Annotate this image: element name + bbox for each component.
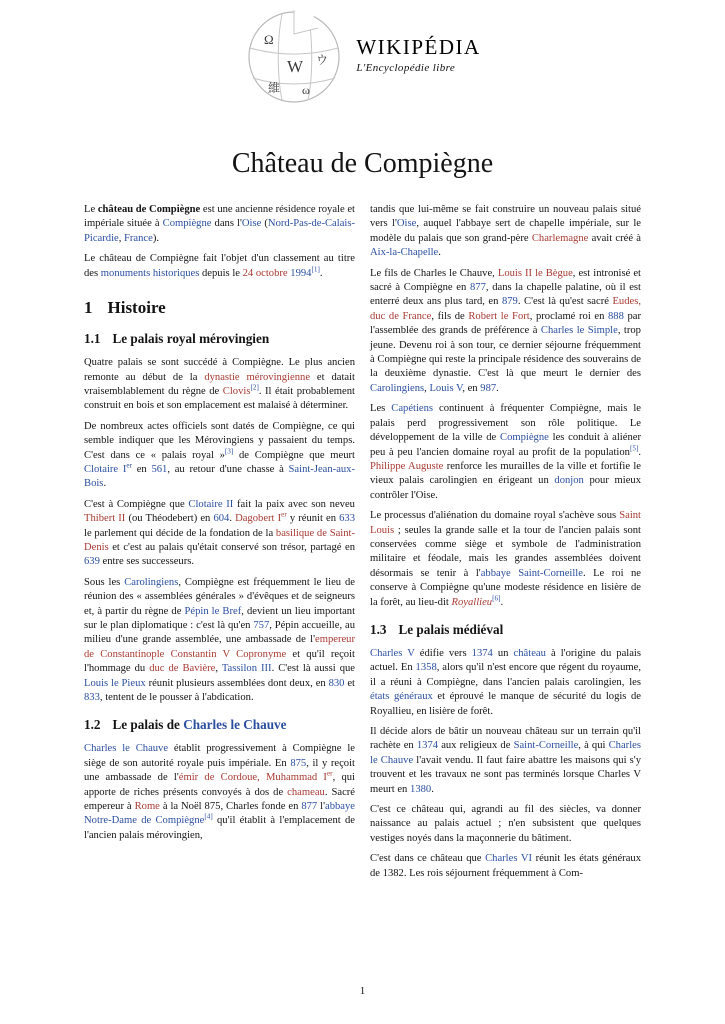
text-run: ( xyxy=(261,218,268,230)
wiki-link[interactable]: 561 xyxy=(151,463,168,475)
text-run: . xyxy=(103,478,107,490)
wiki-link[interactable]: Louis II le Bègue xyxy=(497,267,573,279)
footnote-ref-link[interactable]: [5] xyxy=(629,443,639,452)
text-run: , devient un lieu important sur le plan diplomatique : c'est là qu'en xyxy=(84,605,356,631)
text-run: ; seules la grande salle et la tour de l'ancien palais sont conservées comme siège et symbole de l'administration militaire et féodale, mais les grandes assemblées doivent désormais se tenir à l' xyxy=(370,524,641,579)
text-run: . xyxy=(229,513,236,525)
wiki-link[interactable]: Saint-Corneille xyxy=(513,740,579,752)
text-run: . C'est là aussi que xyxy=(271,663,355,675)
text-run: un xyxy=(492,647,514,659)
wikipedia-tagline: L'Encyclopédie libre xyxy=(356,61,456,74)
footnote-ref-link[interactable]: [6] xyxy=(492,594,501,603)
text-run: De nombreux actes officiels sont datés de Compiègne, ce qui semble indiquer que les Mérovingiens y passaient du temps. C'est dans ce « palais royal » xyxy=(84,420,355,461)
wiki-link[interactable]: Eudes, duc de France xyxy=(370,296,641,322)
wiki-link[interactable]: château xyxy=(513,647,546,659)
wiki-link[interactable]: abbaye Saint-Corneille xyxy=(480,567,583,579)
text-run: les conduit à aliéner peu à peu l'ancien domaine royal au profit de la population xyxy=(370,432,641,458)
wiki-link[interactable]: 1374 xyxy=(471,647,493,659)
wiki-link[interactable]: Robert le Fort xyxy=(468,310,530,322)
wiki-link[interactable]: Oise xyxy=(241,218,262,230)
text-run: , tentent de le pousser à l'abdication. xyxy=(99,692,254,704)
text-run: à la Noël 875, Charles fonde en xyxy=(159,801,302,813)
text-run: , alors qu'il n'est encore que régent du royaume, il a réuni à Compiègne, dans l'ancien palais carolingien, les xyxy=(370,662,641,688)
wiki-link[interactable]: 875 xyxy=(290,757,307,769)
wiki-link[interactable]: Tassilon III xyxy=(221,663,272,675)
text-run: entre ses successeurs. xyxy=(99,556,195,568)
wiki-link[interactable]: er xyxy=(126,461,132,470)
wiki-link[interactable]: Thibert II xyxy=(84,513,126,525)
text-run: . xyxy=(431,783,434,795)
paragraph xyxy=(84,356,355,414)
wiki-link[interactable]: er xyxy=(281,510,287,519)
text-run: tandis que lui-même se fait construire un nouveau palais situé vers l' xyxy=(370,204,641,230)
text-run: et xyxy=(344,677,355,689)
paragraph xyxy=(370,647,641,719)
text-run: . xyxy=(500,596,504,608)
text-run: , est intronisé et sacré à Compiègne en xyxy=(370,267,641,294)
wiki-link[interactable]: Charles le Chauve xyxy=(183,717,287,733)
text-run: . Sacré empereur à xyxy=(84,786,355,813)
wiki-link[interactable]: 639 xyxy=(84,556,100,568)
text-run: et éprouvé le manque de sécurité du logis de Royallieu, en lisière de forêt. xyxy=(370,691,641,717)
text-run: Le château de Compiègne fait l'objet d'un classement au titre des xyxy=(84,253,355,279)
wiki-link[interactable]: 879 xyxy=(501,296,518,308)
text-run: , fils de xyxy=(431,310,469,322)
wiki-link[interactable]: basilique de Saint-Denis xyxy=(84,527,355,553)
text-run: avait créé à xyxy=(588,232,642,244)
text-run: aux religieux de xyxy=(438,740,514,752)
text-run: depuis le xyxy=(199,267,243,279)
text-run: , auquel l'abbaye sert de chapelle impériale, sur le modèle du palais que son grand-père xyxy=(370,218,642,244)
wiki-link[interactable]: 987 xyxy=(480,382,497,394)
section-number: 1.2 xyxy=(84,717,101,733)
wiki-link[interactable]: 877 xyxy=(301,801,318,813)
paragraph xyxy=(370,509,641,610)
text-run: Histoire xyxy=(107,298,166,318)
paragraph xyxy=(370,267,641,397)
wiki-link[interactable]: 1994 xyxy=(290,267,312,279)
page-number: 1 xyxy=(359,985,366,997)
text-run: l' xyxy=(317,801,325,813)
wiki-link[interactable]: dynastie mérovingienne xyxy=(204,371,311,383)
paragraph xyxy=(84,576,355,706)
text-run: y réunit en xyxy=(286,513,340,525)
text-run: , proclamé roi en xyxy=(529,310,608,322)
text-run: pour mieux contrôler l'Oise. xyxy=(370,475,641,501)
wikipedia-wordmark: WIKIPÉDIA xyxy=(356,35,481,60)
wiki-link[interactable]: 833 xyxy=(84,692,100,704)
wiki-link[interactable]: Charles V xyxy=(370,647,415,659)
wiki-link[interactable]: Charles le Chauve xyxy=(370,740,641,766)
wiki-link[interactable]: Carolingiens xyxy=(370,382,425,394)
wiki-link[interactable]: Charlemagne xyxy=(531,232,589,244)
paragraph xyxy=(84,203,355,246)
wiki-link[interactable]: émir de Cordoue, Muhammad I xyxy=(178,772,327,784)
text-run: . xyxy=(319,267,323,279)
text-run: . C'est là qu'est sacré xyxy=(517,296,613,308)
text-run: , dans la chapelle palatine, où il est enterré deux ans plus tard, en xyxy=(370,282,641,308)
wiki-link[interactable]: 1380 xyxy=(410,783,432,795)
paragraph xyxy=(370,852,641,881)
wiki-link[interactable]: Aix-la-Chapelle xyxy=(370,247,439,259)
wikipedia-logo xyxy=(0,4,725,106)
wiki-link[interactable]: France xyxy=(124,232,153,244)
text-run: , Compiègne est fréquemment le lieu de réunion des « assemblées générales » d'évêques et de seigneurs et, à partir du règne de xyxy=(84,576,355,617)
wiki-link[interactable]: Clotaire I xyxy=(84,463,127,475)
wiki-link[interactable]: monuments historiques xyxy=(100,267,200,279)
wiki-link[interactable]: Carolingiens xyxy=(124,576,179,588)
section-heading xyxy=(84,330,355,348)
text-run: réunit les états généraux de 1382. Les rois séjournent fréquemment à Com- xyxy=(370,853,642,879)
text-run: Les xyxy=(370,403,392,415)
globe-glyph: Ω xyxy=(264,32,275,47)
globe-glyph: ウ xyxy=(316,53,329,67)
text-run: et qu'il reçoit l'hommage du xyxy=(84,648,355,675)
left-column xyxy=(84,203,355,887)
wiki-link[interactable]: Compiègne xyxy=(500,432,549,444)
text-run: C'est ce château qui, agrandi au fil des siècles, va donner naissance au palais actuel ; n'en subsistent que quelques vestiges noyés dans la maçonnerie du bâtiment. xyxy=(370,803,641,844)
footnote-ref-link[interactable]: [4] xyxy=(204,812,213,821)
wiki-link[interactable]: 877 xyxy=(469,282,486,294)
wiki-link[interactable]: Charles le Simple xyxy=(540,325,618,337)
text-run: réunit plusieurs assemblées dont deux, en xyxy=(145,677,329,689)
wiki-link[interactable]: abbaye Notre-Dame de Compiègne xyxy=(84,801,355,827)
globe-glyph: W xyxy=(287,57,304,76)
text-run: , trop jeune. Devenu roi à son tour, ce dernier séjourne fréquemment à Compiègne qui reste la principale résidence des souverains de la deuxième dynastie. C'est là que meurt le dernier des xyxy=(370,325,641,380)
text-run: , en xyxy=(462,382,481,394)
text-run: et c'est au palais qu'était conservé son trésor, partagé en xyxy=(108,541,355,553)
wiki-link[interactable]: Saint-Jean-aux-Bois xyxy=(84,463,356,490)
text-run: , xyxy=(424,382,430,394)
wiki-link[interactable]: 604 xyxy=(213,513,230,525)
paragraph xyxy=(370,402,641,503)
wiki-link[interactable]: donjon xyxy=(554,475,584,487)
text-run: . xyxy=(638,446,641,458)
text-run: à l'origine du palais actuel. En xyxy=(370,647,642,674)
wiki-link[interactable]: chameau xyxy=(287,786,325,798)
wiki-link[interactable]: 24 octobre xyxy=(242,267,288,279)
text-run: continuent à fréquenter Compiègne, mais le palais perd progressivement son rôle politique. Le développement de la ville de xyxy=(370,403,641,444)
text-run: C'est dans ce château que xyxy=(370,853,486,865)
right-column xyxy=(370,203,641,887)
paragraph xyxy=(84,420,355,492)
wiki-link[interactable]: 830 xyxy=(328,677,345,689)
text-run: qu'il établit à l'emplacement de l'ancien palais mérovingien, xyxy=(84,815,355,841)
paragraph xyxy=(84,252,355,281)
globe-glyph: ω xyxy=(302,83,311,97)
paragraph xyxy=(370,203,641,261)
wiki-link[interactable]: Charles VI xyxy=(485,853,532,865)
wiki-link[interactable]: 888 xyxy=(607,310,624,322)
wiki-link[interactable]: Charles le Chauve xyxy=(84,743,169,755)
text-run: Il décide alors de bâtir un nouveau château sur un terrain qu'il rachète en xyxy=(370,725,641,752)
text-run: renforce les murailles de la ville et fortifie le vieux palais carolingien en érigeant un xyxy=(370,460,642,487)
text-run: . Il était probablement construit en bois et son emplacement est malaisé à déterminer. xyxy=(84,385,355,412)
wiki-link[interactable]: Royallieu xyxy=(451,596,493,608)
text-run: . Le roi ne conserve à Compiègne qu'une modeste résidence en lisière de la forêt, au lieu-dit xyxy=(370,567,641,608)
text-run: Le palais royal mérovingien xyxy=(112,331,270,347)
text-run: , qui apporte de riches présents convoyés à dos de xyxy=(84,772,355,798)
wiki-link[interactable]: Dagobert I xyxy=(235,513,282,525)
text-run: Le fils de Charles le Chauve, xyxy=(370,267,498,279)
text-run: dans l' xyxy=(211,218,242,230)
wiki-link[interactable]: Nord-Pas-de-Calais-Picardie xyxy=(84,218,355,244)
text-run: Le palais de xyxy=(112,717,184,733)
section-number: 1 xyxy=(84,298,93,318)
text-run: est une ancienne résidence royale et impériale située à xyxy=(84,204,355,230)
text-run: , xyxy=(118,232,125,244)
wiki-link[interactable]: Clotaire II xyxy=(188,498,234,510)
wiki-link[interactable]: Louis le Pieux xyxy=(84,677,146,689)
text-run: par l'assemblée des grands de préférence à xyxy=(370,310,642,337)
section-heading xyxy=(84,716,355,734)
text-run: , au retour d'une chasse à xyxy=(167,463,289,475)
wiki-link[interactable]: 1374 xyxy=(416,740,439,752)
text-run: Le processus d'aliénation du domaine royal s'achève sous xyxy=(370,510,620,522)
text-run: l'avait vendu. Il faut faire abattre les maisons qui s'y trouvent et les travaux ne sont pas terminés lorsque Charles V meurt en xyxy=(370,754,642,795)
wiki-link[interactable]: Compiègne xyxy=(162,218,212,230)
text-run: . xyxy=(496,382,499,394)
wikipedia-globe-icon xyxy=(244,4,344,106)
wiki-link[interactable]: états généraux xyxy=(370,691,433,703)
text-run: Le xyxy=(84,204,98,215)
footnote-ref-link[interactable]: [2] xyxy=(250,383,259,392)
text-run: , Pépin accueille, au milieu d'une grande assemblée, une ambassade de l' xyxy=(84,620,355,646)
text-run: . xyxy=(438,247,441,259)
text-run: , à qui xyxy=(578,740,609,752)
wiki-link[interactable]: 1358 xyxy=(415,662,437,674)
globe-glyph: 維 xyxy=(268,81,281,95)
text-run: en xyxy=(131,463,152,475)
section-number: 1.1 xyxy=(84,331,101,347)
text-run: Sous les xyxy=(84,576,125,588)
wiki-link[interactable]: Philippe Auguste xyxy=(370,460,444,472)
section-number: 1.3 xyxy=(370,621,387,637)
wiki-link[interactable]: Saint Louis xyxy=(370,510,641,536)
article-body xyxy=(84,203,641,887)
text-run: Quatre palais se sont succédé à Compiègne. Le plus ancien remonte au début de la xyxy=(84,357,355,383)
section-heading xyxy=(84,296,355,319)
wiki-link[interactable]: Capétiens xyxy=(391,403,434,415)
paragraph xyxy=(84,498,355,570)
wiki-link[interactable]: duc de Bavière xyxy=(149,663,216,675)
wiki-link[interactable]: 757 xyxy=(253,620,270,631)
paragraph xyxy=(370,803,641,846)
paragraph xyxy=(370,725,641,797)
text-run: C'est à Compiègne que xyxy=(84,498,189,510)
wiki-link[interactable]: Constantin V Copronyme xyxy=(170,648,287,660)
section-heading xyxy=(370,621,641,639)
text-run: , xyxy=(215,663,222,675)
text-run: château de Compiègne xyxy=(97,204,201,215)
wiki-link[interactable]: Clovis xyxy=(222,385,251,397)
footnote-ref-link[interactable]: [1] xyxy=(311,265,320,274)
paragraph xyxy=(84,742,355,843)
text-run: édifie vers xyxy=(414,647,472,659)
text-run: et datait vraisemblablement du règne de xyxy=(84,371,355,397)
wiki-link[interactable]: er xyxy=(326,769,333,778)
wiki-link[interactable]: Louis V xyxy=(429,382,463,394)
text-run: de Compiègne que meurt xyxy=(233,449,355,461)
wikipedia-wordmark-block xyxy=(356,36,480,73)
text-run: ). xyxy=(152,232,160,244)
wiki-link[interactable]: empereur de Constantinople xyxy=(84,634,355,660)
wiki-link[interactable]: Rome xyxy=(134,801,160,813)
text-run: le parlement qui décide de la fondation de la xyxy=(84,527,276,539)
wiki-link[interactable]: Pépin le Bref xyxy=(184,605,242,617)
text-run: Le palais médiéval xyxy=(398,621,504,637)
wiki-link[interactable]: Oise xyxy=(396,218,417,230)
text-run: , il y reçoit une ambassade de l' xyxy=(84,757,355,784)
text-run: établit progressivement à Compiègne le siège de son autorité royale puis impériale. En xyxy=(84,743,355,769)
text-run: (ou Théodebert) en xyxy=(125,513,214,525)
footnote-ref-link[interactable]: [3] xyxy=(224,447,234,455)
article-title: Château de Compiègne xyxy=(231,148,494,179)
wiki-link[interactable]: 633 xyxy=(339,513,356,525)
text-run: fait la paix avec son neveu xyxy=(233,498,355,510)
